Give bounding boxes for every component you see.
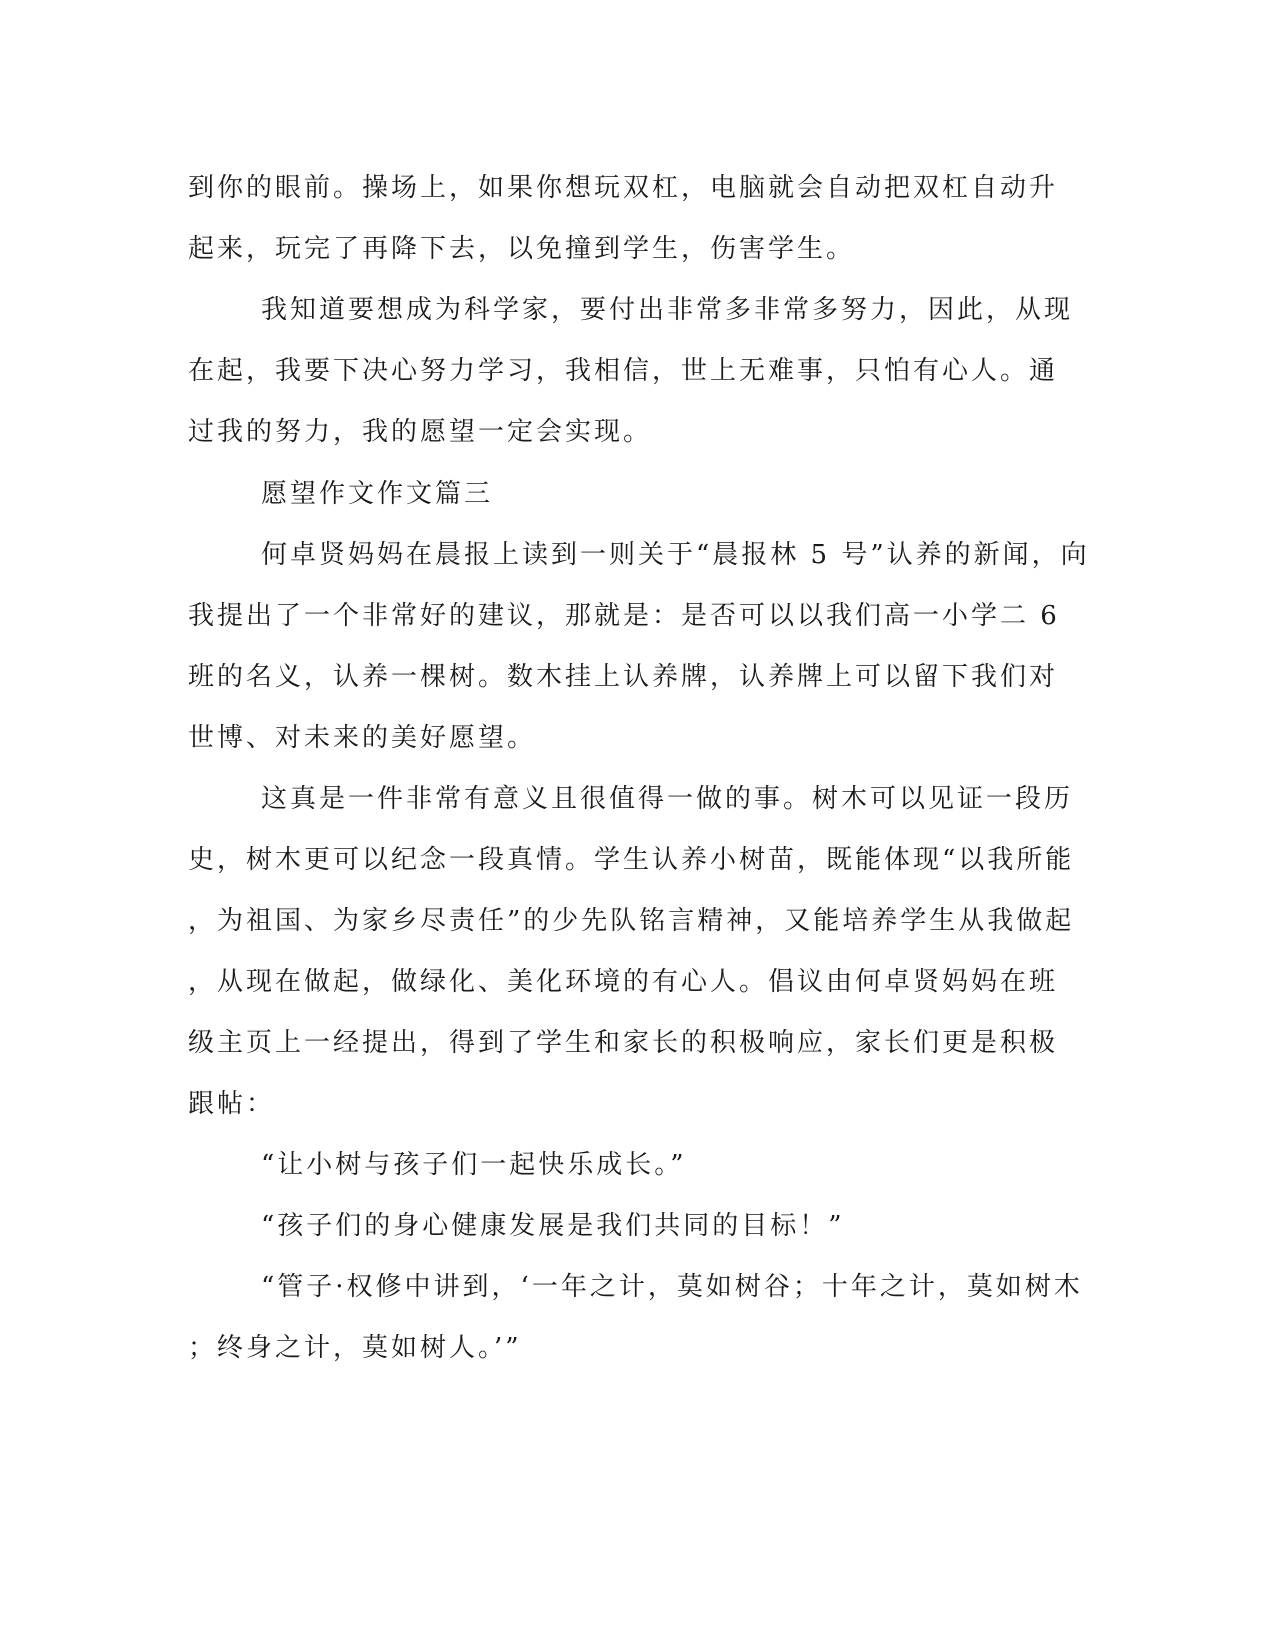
text-line: 史，树木更可以纪念一段真情。学生认养小树苗，既能体现“以我所能 bbox=[188, 845, 1075, 875]
text-line: 班的名义，认养一棵树。数木挂上认养牌，认养牌上可以留下我们对 bbox=[188, 662, 1059, 692]
quote-line: “孩子们的身心健康发展是我们共同的目标！” bbox=[261, 1211, 845, 1241]
quote-line: “管子·权修中讲到，‘一年之计，莫如树谷；十年之计，莫如树木 bbox=[261, 1272, 1083, 1302]
text-line: ；终身之计，莫如树人。’” bbox=[188, 1333, 522, 1363]
paragraph-start-line: 何卓贤妈妈在晨报上读到一则关于“晨报林 5 号”认养的新闻，向 bbox=[261, 540, 1090, 570]
text-line: 过我的努力，我的愿望一定会实现。 bbox=[188, 417, 653, 447]
text-line: 起来，玩完了再降下去，以免撞到学生，伤害学生。 bbox=[188, 234, 856, 264]
text-line: 到你的眼前。操场上，如果你想玩双杠，电脑就会自动把双杠自动升 bbox=[188, 173, 1059, 203]
text-line: 跟帖： bbox=[188, 1089, 276, 1119]
text-line: ，为祖国、为家乡尽责任”的少先队铭言精神，又能培养学生从我做起 bbox=[188, 906, 1075, 936]
paragraph-start-line: 这真是一件非常有意义且很值得一做的事。树木可以见证一段历 bbox=[261, 784, 1074, 814]
quote-line: “让小树与孩子们一起快乐成长。” bbox=[261, 1150, 687, 1180]
text-line: 在起，我要下决心努力学习，我相信，世上无难事，只怕有心人。通 bbox=[188, 356, 1059, 386]
paragraph-start-line: 我知道要想成为科学家，要付出非常多非常多努力，因此，从现 bbox=[261, 295, 1074, 325]
text-line: 世博、对未来的美好愿望。 bbox=[188, 723, 537, 753]
text-line: 我提出了一个非常好的建议，那就是：是否可以以我们高一小学二 6 bbox=[188, 601, 1060, 631]
text-line: 级主页上一经提出，得到了学生和家长的积极响应，家长们更是积极 bbox=[188, 1028, 1059, 1058]
section-heading: 愿望作文作文篇三 bbox=[261, 479, 494, 509]
text-line: ，从现在做起，做绿化、美化环境的有心人。倡议由何卓贤妈妈在班 bbox=[188, 967, 1059, 997]
